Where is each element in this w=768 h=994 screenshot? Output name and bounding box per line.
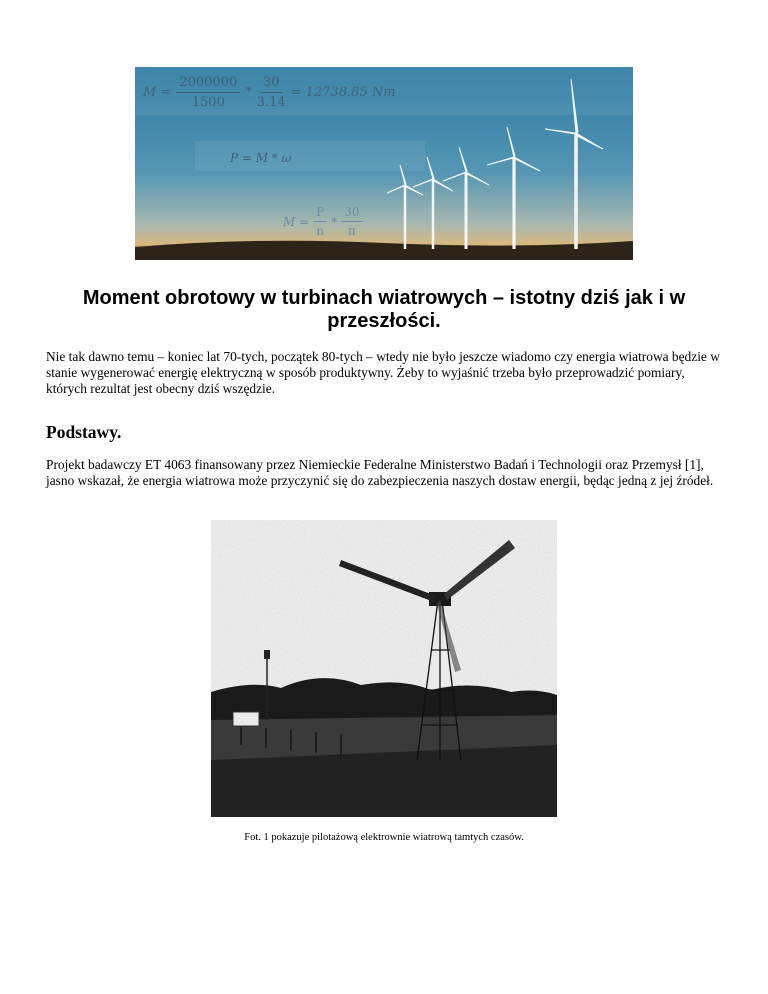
fraction-denominator: 1500 bbox=[191, 95, 225, 110]
formula-lhs: M = bbox=[143, 85, 172, 100]
formula-lhs: M = bbox=[283, 214, 310, 229]
formula-result: = 12738.85 Nm bbox=[290, 85, 396, 100]
fraction-numerator: 30 bbox=[341, 205, 362, 222]
fraction-denominator: n bbox=[316, 224, 325, 238]
fraction-numerator: P bbox=[313, 205, 327, 222]
fraction-conversion bbox=[341, 205, 362, 238]
fraction-denominator: 3.14 bbox=[256, 95, 286, 110]
section-heading: Podstawy. bbox=[46, 422, 122, 442]
hero-banner bbox=[135, 67, 633, 260]
fraction-conversion bbox=[257, 75, 286, 110]
fraction-denominator: π bbox=[347, 224, 356, 238]
section-paragraph: Projekt badawczy ET 4063 finansowany przez Niemieckie Federalne Ministerstwo Badań i Technologii oraz Przemysł [1], jasno wskazał, że energia wiatrowa może przyczynić się do zabezpieczenia naszych dostaw energii, będąc jedną z jej źródeł. bbox=[46, 457, 714, 488]
formula-operator: * bbox=[245, 85, 252, 100]
fraction-numerator: 2000000 bbox=[176, 75, 240, 93]
document-title: Moment obrotowy w turbinach wiatrowych – istotny dziś jak i w przeszłości. bbox=[82, 287, 686, 332]
fraction-numerator: 30 bbox=[260, 75, 283, 93]
power-formula: P = M * ω bbox=[230, 151, 292, 165]
fraction-power-speed bbox=[313, 205, 327, 238]
pilot-turbine-photo bbox=[211, 520, 557, 817]
torque-formula bbox=[143, 75, 396, 110]
general-torque-formula bbox=[283, 205, 363, 238]
figure-caption: Fot. 1 pokazuje pilotażową elektrownie wiatrową tamtych czasów. bbox=[244, 832, 524, 843]
pilot-turbine-image bbox=[211, 520, 557, 817]
fraction-power-speed bbox=[176, 75, 240, 110]
formula-operator: * bbox=[331, 214, 338, 229]
intro-paragraph: Nie tak dawno temu – koniec lat 70-tych, początek 80-tych – wtedy nie było jeszcze wiadomo czy energia wiatrowa będzie w stanie wygenerować energię elektryczną w sposób produktywny. Żeby to wyjaśnić trzeba było przeprowadzić pomiary, których rezultat jest obecny dziś wszędzie. bbox=[46, 349, 720, 396]
